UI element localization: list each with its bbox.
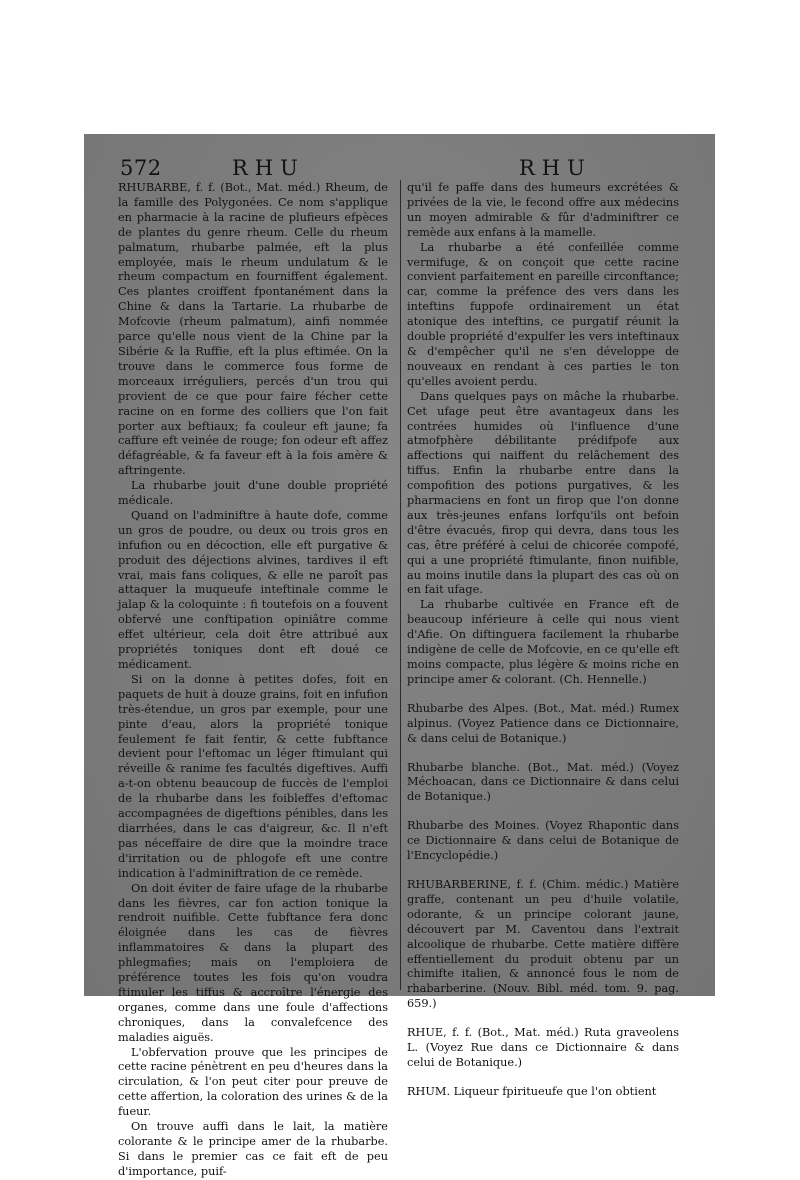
column-divider bbox=[400, 180, 401, 990]
paragraph: La rhubarbe a été confeillée comme vermifuge, & on conçoit que cette racine convient parfaitement en pareille circonftance; car, comme la préfence des vers dans les inteftins fuppofe ordinairement un état atonique des inteftins, ce purgatif réunit la double propriété d'expulfer les vers inteftinaux & d'empêcher qu'il ne s'en développe de nouveaux en rendant à ces parties le ton qu'elles avoient perdu. bbox=[407, 240, 679, 388]
paragraph-continued: qu'il fe paffe dans des humeurs excrétées & privées de la vie, le fecond offre aux médecins un moyen admirable & fûr d'adminiftrer ce remède aux enfans à la mamelle. bbox=[407, 181, 679, 239]
page-number: 572 bbox=[120, 156, 162, 180]
paragraph: On doit éviter de faire ufage de la rhubarbe dans les fièvres, car fon action tonique la rendroit nuifible. Cette fubftance fera donc éloignée dans les cas de fièvres inflammatoires & dans la plupart des phlegmafies; mais on l'emploiera de préférence toutes les fois qu'on voudra ftimuler les tiffus & accroître l'énergie des organes, comme dans une foule d'affections chroniques, dans la convalefcence des maladies aiguës. bbox=[118, 881, 388, 1044]
entry-rhubarbe: RHUBARBE, f. f. (Bot., Mat. méd.) Rheum, de la famille des Polygonées. Ce nom s'applique en pharmacie à la racine de plufieurs efpèces de plantes du genre rheum. Celle du rheum palmatum, rhubarbe palmée, eft la plus employée, mais le rheum undulatum & le rheum compactum en fourniffent également. Ces plantes croiffent fpontanément dans la Chine & dans la Tartarie. La rhubarbe de Mofcovie (rheum palmatum), ainfi nommée parce qu'elle nous vient de la Chine par la Sibérie & la Ruffie, eft la plus eftimée. On la trouve dans le commerce fous forme de morceaux irréguliers, percés d'un trou qui provient de ce que pour faire fécher cette racine on en forme des colliers que l'on fait porter aux beftiaux; fa couleur eft jaune; fa caffure eft veinée de rouge; fon odeur eft affez défagréable, & fa faveur eft à la fois amère & aftringente. bbox=[118, 181, 388, 478]
entry-rhue: RHUE, f. f. (Bot., Mat. méd.) Ruta graveolens L. (Voyez Rue dans ce Dictionnaire & dans celui de Botanique.) bbox=[407, 1026, 679, 1069]
left-column bbox=[118, 181, 388, 1180]
entry-rhum: RHUM. Liqueur fpiritueufe que l'on obtient bbox=[407, 1084, 657, 1098]
paragraph: Si on la donne à petites dofes, foit en paquets de huit à douze grains, foit en infufion très-étendue, un gros par exemple, pour une pinte d'eau, alors la propriété tonique feulement fe fait fentir, & cette fubftance devient pour l'eftomac un léger ftimulant qui réveille & ranime fes facultés digeftives. Auffi a-t-on obtenu beaucoup de fuccès de l'emploi de la rhubarbe dans les foibleffes d'eftomac accompagnées de digeftions pénibles, dans les diarrhées, dans le cas d'aigreur, &c. Il n'eft pas néceffaire de dire que la moindre trace d'irritation ou de phlogofe eft une contre indication à l'adminiftration de ce remède. bbox=[118, 672, 388, 880]
paragraph: Quand on l'adminiftre à haute dofe, comme un gros de poudre, ou deux ou trois gros en infufion ou en décoction, elle eft purgative & produit des déjections alvines, tardives il eft vrai, mais fans coliques, & elle ne paroît pas attaquer la muqueufe inteftinale comme le jalap & la coloquinte : fi toutefois on a fouvent obfervé une conftipation opiniâtre comme effet ultérieur, cela doit être attribué aux propriétés toniques dont eft doué ce médicament. bbox=[118, 508, 388, 671]
running-head-left: RHU bbox=[232, 156, 305, 180]
scanned-page bbox=[84, 134, 715, 1178]
paragraph: L'obfervation prouve que les principes de cette racine pénètrent en peu d'heures dans la circulation, & l'on peut citer pour preuve de cette affertion, la coloration des urines & de la fueur. bbox=[118, 1045, 388, 1119]
entry-rhubarbe-blanche: Rhubarbe blanche. (Bot., Mat. méd.) (Voyez Méchoacan, dans ce Dictionnaire & dans celui de Botanique.) bbox=[407, 760, 679, 804]
entry-rhubarbe-des-alpes: Rhubarbe des Alpes. (Bot., Mat. méd.) Rumex alpinus. (Voyez Patience dans ce Dictionnaire, & dans celui de Botanique.) bbox=[407, 701, 679, 745]
right-column bbox=[407, 181, 679, 1100]
entry-rhubarbe-des-moines: Rhubarbe des Moines. (Voyez Rhapontic dans ce Dictionnaire & dans celui de Botanique de l'Encyclopédie.) bbox=[407, 819, 679, 863]
paragraph: La rhubarbe jouit d'une double propriété médicale. bbox=[118, 479, 388, 508]
paragraph: Dans quelques pays on mâche la rhubarbe. Cet ufage peut être avantageux dans les contrées humides où l'influence d'une atmofphère débilitante prédifpofe aux affections qui naiffent du relâchement des tiffus. Enfin la rhubarbe entre dans la compofition des potions purgatives, & les pharmaciens en font un firop que l'on donne aux très-jeunes enfans lorfqu'ils ont befoin d'être évacués, firop qui devra, dans tous les cas, être préféré à celui de chicorée compofé, qui a une propriété ftimulante, finon nuifible, au moins inutile dans la plupart des cas où on en fait ufage. bbox=[407, 389, 679, 597]
paragraph: On trouve auffi dans le lait, la matière colorante & le principe amer de la rhubarbe. Si dans le premier cas ce fait eft de peu d'importance, puif- bbox=[118, 1120, 388, 1178]
paragraph: La rhubarbe cultivée en France eft de beaucoup inférieure à celle qui nous vient d'Afie. On diftinguera facilement la rhubarbe indigène de celle de Mofcovie, en ce qu'elle eft moins compacte, plus légère & moins riche en principe amer & colorant. (Ch. Hennelle.) bbox=[407, 598, 679, 686]
running-head-right: RHU bbox=[519, 156, 592, 180]
entry-rhubarberine: RHUBARBERINE, f. f. (Chim. médic.) Matière graffe, contenant un peu d'huile volatile, odorante, & un principe colorant jaune, découvert par M. Caventou dans l'extrait alcoolique de rhubarbe. Cette matière diffère effentiellement du produit obtenu par un chimifte italien, & annoncé fous le nom de rhabarberine. (Nouv. Bibl. méd. tom. 9. pag. 659.) bbox=[407, 877, 679, 1011]
